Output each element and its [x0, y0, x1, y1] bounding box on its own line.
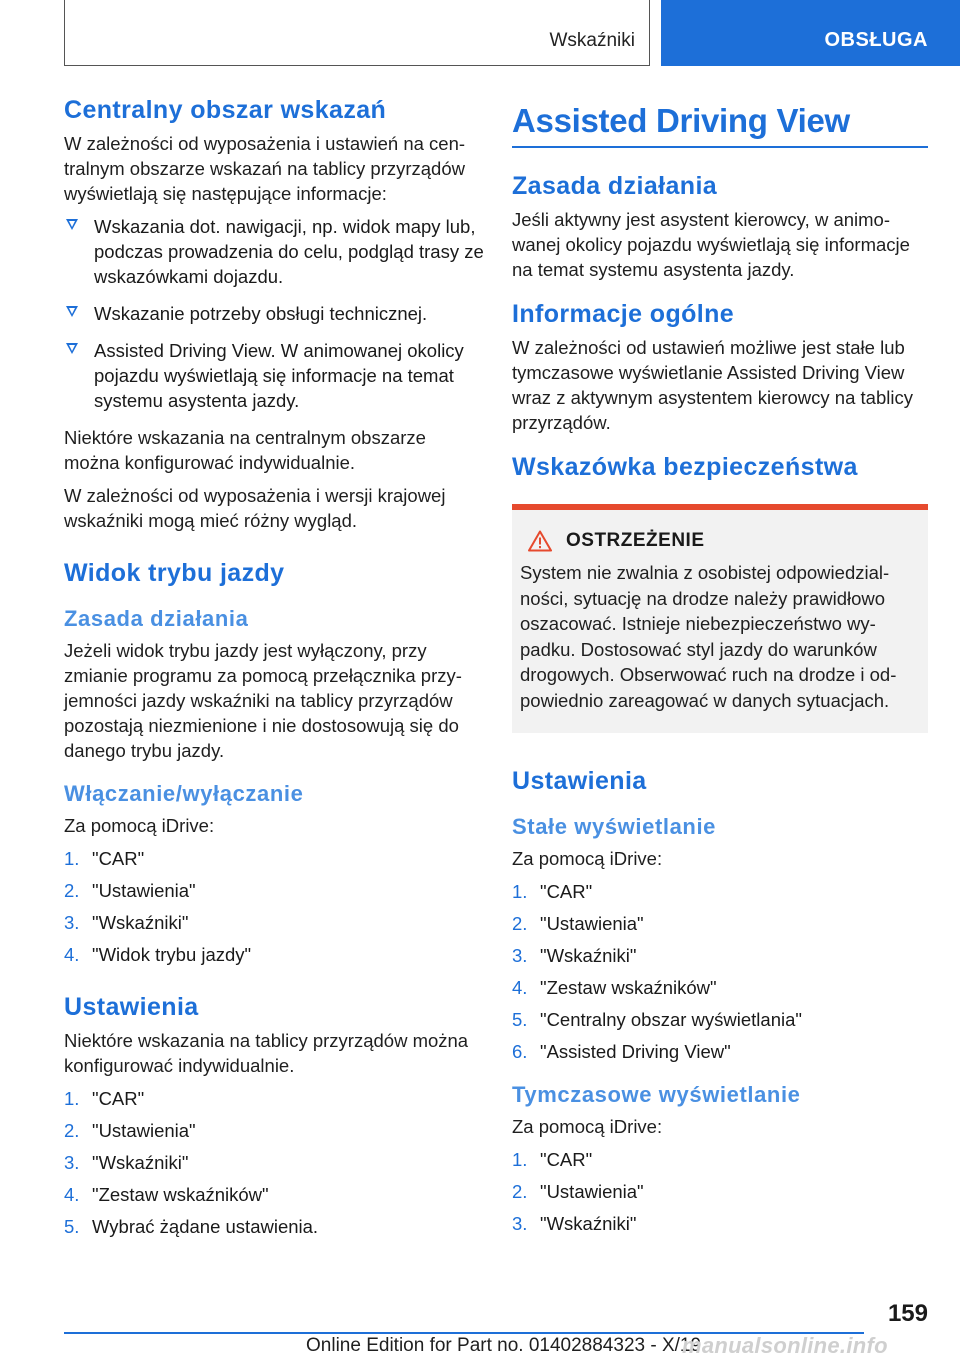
heading-principle: Zasada działania [64, 606, 249, 631]
heading-general-info: Informacje ogólne [512, 300, 735, 328]
list-item: 2. "Ustawienia" [512, 1181, 644, 1202]
paragraph-idrive: Za pomocą iDrive: [64, 815, 215, 836]
list-item: 4. "Zestaw wskaźników" [64, 1184, 269, 1205]
paragraph-general-info: W zależności od ustawień możliwe jest stałe lub tymczasowe wyświetlanie Assisted Driving View wraz z aktywnym asystentem kierowcy na tablicy przyrządów. [512, 337, 913, 433]
right-column [512, 96, 928, 1244]
list-item: 2. "Ustawienia" [64, 880, 196, 901]
heading-permanent-display: Stałe wyświetlanie [512, 814, 716, 839]
paragraph-config: Niektóre wskazania na centralnym obszarze można konfigurować indywidualnie. [64, 427, 426, 473]
list-item: 3. "Wskaźniki" [64, 912, 189, 933]
bullet-item: Wskazania dot. nawigacji, np. widok mapy lub, podczas prowadzenia do celu, podgląd trasy ze wskazówkami dojazdu. [64, 214, 484, 289]
bullet-triangle-icon [66, 219, 78, 230]
warning-triangle-icon [528, 530, 552, 552]
paragraph-principle: Jeżeli widok trybu jazdy jest wyłączony, przy zmianie programu za pomocą przełącznika przyjemności jazdy wskaźniki na tablicy przyrządów pozostają niezmienione i nie dostosowują się do danego trybu jazdy. [64, 640, 462, 761]
page-number: 159 [887, 1300, 928, 1327]
list-item: 2. "Ustawienia" [512, 913, 644, 934]
list-item: 1. "CAR" [512, 881, 593, 902]
paragraph-idrive: Za pomocą iDrive: [512, 1116, 663, 1137]
list-item: 1. "CAR" [64, 848, 145, 869]
heading-principle: Zasada działania [512, 172, 718, 200]
warning-text: System nie zwalnia z osobistej odpowiedzialności, sytuację na drodze należy prawidłowo oszacować. Istnieje niebezpieczeństwo wypadku. Dostosować styl jazdy do warunków drogowych. Obserwować ruch na drodze i odpowiednio zareagować w danych sytuacjach. [520, 562, 897, 711]
heading-settings: Ustawienia [512, 767, 647, 795]
bullet-triangle-icon [66, 306, 78, 317]
warning-title: OSTRZEŻENIE [566, 530, 705, 551]
paragraph-idrive: Za pomocą iDrive: [512, 848, 663, 869]
bullet-item: Wskazanie potrzeby obsługi technicznej. [64, 301, 484, 326]
paragraph-central-area: W zależności od wyposażenia i ustawień na centralnym obszarze wskazań na tablicy przyrządów wyświetlają się następujące informacje: [64, 133, 466, 204]
header-section-box [64, 0, 650, 66]
left-column [64, 96, 484, 1247]
list-item: 6. "Assisted Driving View" [512, 1041, 731, 1062]
numbered-list-settings [64, 1086, 484, 1239]
list-item: 4. "Widok trybu jazdy" [64, 944, 252, 965]
header-chapter-tab [661, 0, 960, 66]
numbered-list-temporary [512, 1147, 928, 1236]
footer-edition: Online Edition for Part no. 01402884323 - X/19 [306, 1335, 702, 1356]
numbered-list-permanent [512, 879, 928, 1064]
list-item: 3. "Wskaźniki" [512, 945, 637, 966]
heading-temporary-display: Tymczasowe wyświetlanie [512, 1082, 801, 1107]
header-chapter-label: OBSŁUGA [824, 29, 928, 51]
list-item: 3. "Wskaźniki" [512, 1213, 637, 1234]
heading-on-off: Włączanie/wyłączanie [64, 781, 304, 806]
bullet-item: Assisted Driving View. W animowanej okolicy pojazdu wyświetlają się informacje na temat systemu asystenta jazdy. [64, 338, 484, 413]
list-item: 5. "Centralny obszar wyświetlania" [512, 1009, 802, 1030]
header-section-label: Wskaźniki [549, 30, 635, 51]
heading-central-area: Centralny obszar wskazań [64, 96, 387, 124]
bullet-triangle-icon [66, 343, 78, 354]
footer-watermark: manualsonline.info [682, 1333, 888, 1358]
warning-box [512, 504, 928, 733]
bullet-list-central [64, 214, 484, 413]
heading-safety-note: Wskazówka bezpieczeństwa [512, 453, 858, 481]
list-item: 1. "CAR" [512, 1149, 593, 1170]
paragraph-country: W zależności od wyposażenia i wersji krajowej wskaźniki mogą mieć różny wygląd. [64, 485, 446, 531]
warning-header [520, 530, 920, 552]
list-item: 2. "Ustawienia" [64, 1120, 196, 1141]
list-item: 1. "CAR" [64, 1088, 145, 1109]
heading-assisted-driving-view: Assisted Driving View [512, 102, 928, 148]
list-item: 4. "Zestaw wskaźników" [512, 977, 717, 998]
heading-settings: Ustawienia [64, 993, 199, 1021]
list-item: 3. "Wskaźniki" [64, 1152, 189, 1173]
paragraph-principle: Jeśli aktywny jest asystent kierowcy, w animowanej okolicy pojazdu wyświetlają się informacje na temat systemu asystenta jazdy. [512, 209, 910, 280]
list-item: 5. Wybrać żądane ustawienia. [64, 1216, 319, 1237]
heading-drive-mode-view: Widok trybu jazdy [64, 559, 285, 587]
paragraph-settings: Niektóre wskazania na tablicy przyrządów można konfigurować indywidualnie. [64, 1030, 469, 1076]
numbered-list-on-off [64, 846, 484, 967]
